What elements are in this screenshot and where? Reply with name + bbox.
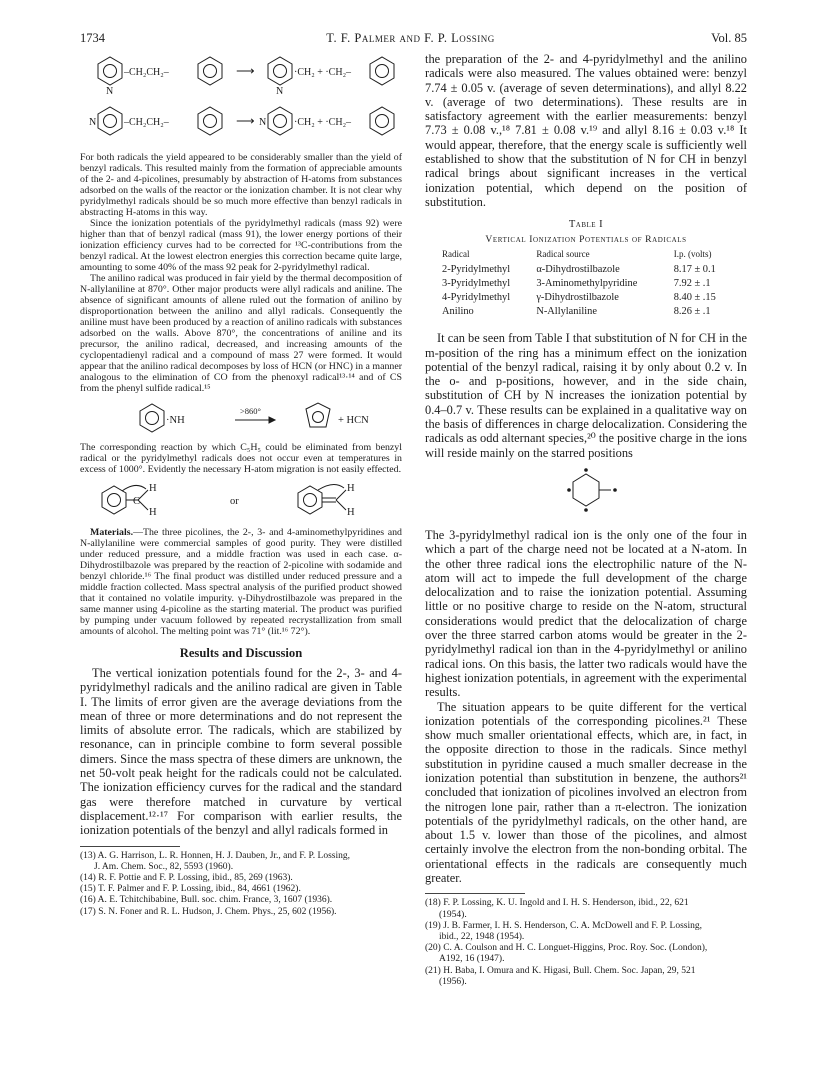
footnotes-left — [80, 851, 402, 918]
materials-heading: Materials. — [90, 527, 134, 538]
footnote: (13) A. G. Harrison, L. R. Honnen, H. J. Dauben, Jr., and F. P. Lossing, — [80, 850, 350, 861]
paragraph: The anilino radical was produced in fair yield by the thermal decomposition of N-allylaniline at 870°. Other major products were allyl radicals and aniline. The absence of significant amounts of allene ruled out the formation of anilino by disproportionation between the anilino and allyl radicals. Consequently the aniline must have been produced by a reaction of anilino radicals with substances adsorbed on the walls. Above 870°, the concentrations of aniline and its precursor, the anilino radical, decreased, and increasing amounts of the cyclopentadienyl radical and a compound of mass 27 were formed. It would appear that the anilino radical decomposes by loss of HCN (or HNC) in a manner analogous to the elimination of CO from the phenoxyl radical¹³·¹⁴ and of CS from the phenyl sulfide radical.¹⁵ — [80, 273, 402, 394]
table-cell: N-Allylaniline — [536, 305, 597, 317]
paragraph: It can be seen from Table I that substitution of N for CH in the m-position of the ring has a minimum effect on the ionization potential of the benzyl radical, raising it by only about 0.2 v. In the o- and p-positions, however, and in the side chain, substitution of CH by N increases the ionization potential by 0.4–0.7 v. These results can be explained in a qualitative way on the basis of differences in charge delocalization. Considering the radicals as odd alternant species,²⁰ the positive charge in the ions will reside mainly on the starred positions — [425, 331, 747, 460]
table-cell: Anilino — [442, 305, 474, 317]
starred-positions-structure — [425, 464, 747, 524]
materials-paragraph — [80, 527, 402, 637]
scheme-reactant-chain: –CH₂CH₂– — [124, 117, 169, 128]
scheme-n-atom: N — [89, 117, 97, 128]
or-label: or — [230, 496, 239, 507]
left-column — [80, 52, 402, 918]
paragraph: The corresponding reaction by which C₅H₅ could be eliminated from benzyl radical or the pyridylmethyl radicals does not occur even at temperatures in excess of 1000°. Evidently the necessary H-atom migration is not easily effected. — [80, 442, 402, 475]
column-header: Radical — [442, 249, 470, 260]
paragraph: the preparation of the 2- and 4-pyridylmethyl and the anilino radicals were also measured. The values obtained were: benzyl 7.74 ± 0.05 v. (average of seven determinations), and allyl 8.22 v. (average of two determinations). These results are in satisfactory agreement with the earlier measurements: benzyl 7.73 ± 0.08 v.,¹⁸ 7.81 ± 0.08 v.¹⁹ and allyl 8.16 ± 0.03 v.¹⁸ It would appear, therefore, that the energy scale is sufficiently well established to show that the substitution of N for CH in benzyl radical brings about significant increases in the vertical ionization potential, which depend on the position of substitution. — [425, 52, 747, 209]
footnote: (1954). — [439, 909, 467, 920]
atom-h: H — [347, 483, 355, 494]
paragraph: The situation appears to be quite different for the vertical ionization potentials of the corresponding picolines.²¹ These show much smaller orientational effects, which are, in fact, in the opposite direction to those in the radicals. Since methyl substitution in pyridine caused a much smaller decrease in the ionization potential than substitution in benzene, the authors²¹ concluded that ionization of picolines involved an electron from the nitrogen lone pair, rather than a π-electron. The ionization potentials of the pyridylmethyl radicals, on the other hand, are about 1.5 v. lower than those of the picolines, and almost certainly involve the electron from the non-bonding orbital. The orientational effects in the radicals are consequently much greater. — [425, 699, 747, 886]
table-cell: 3-Pyridylmethyl — [442, 277, 511, 289]
footnote: A192, 16 (1947). — [439, 954, 505, 965]
footnotes-right — [425, 898, 747, 988]
table-cell: γ-Dihydrostilbazole — [536, 291, 619, 303]
table-cell: 8.26 ± .1 — [673, 305, 711, 317]
paragraph: For both radicals the yield appeared to be considerably smaller than the yield of benzyl radicals. This resulted mainly from the formation of appreciable amounts of the 2- and 4-picolines, presumably by abstraction of H-atoms from substances adsorbed on the walls of the reactor or the ionization chamber. It is not clear why pyridylmethyl radicals should be so much more effective than benzyl radicals in abstracting H-atoms in this way. — [80, 152, 402, 218]
paragraph: The vertical ionization potentials found for the 2-, 3- and 4-pyridylmethyl radicals and the anilino radical are given in Table I. The limits of error given are the average deviations from the mean of three or more determinations and do not represent the limits of absolute error. The radicals, which are stabilized by resonance, can in principle combine to form several possible dimers. Since the mass spectra of these dimers are unknown, the net 50-volt peak height for the radicals could not be calculated. The ionization efficiency curves for the radical and the standard gas were therefore matched in curvature by vertical displacement.¹²·¹⁷ For comparison with earlier results, the ionization potentials of the benzyl and allyl radicals formed in — [80, 666, 402, 838]
footnote: (19) J. B. Farmer, I. H. S. Henderson, C. A. McDowell and F. P. Lossing, — [425, 920, 702, 931]
footnote-rule — [80, 846, 180, 847]
footnote: (17) S. N. Foner and R. L. Hudson, J. Chem. Phys., 25, 602 (1956). — [80, 906, 337, 917]
scheme-reactant-chain: –CH₂CH₂– — [124, 67, 169, 78]
section-heading: Results and Discussion — [179, 646, 303, 660]
volume-label: Vol. 85 — [711, 31, 747, 45]
materials-text: —The three picolines, the 2-, 3- and 4-aminomethylpyridines and N-allylaniline were commercial samples of good purity. They were distilled under reduced pressure, and a middle fraction was used in each case. α-Dihydrostilbazole was prepared by the reaction of 2-picoline with sodamide and benzyl chloride.¹⁶ The final product was distilled under reduced pressure and a middle fraction collected. Mass spectral analysis of the purified product showed that it contained no volatile impurity. γ-Dihydrostilbazole was prepared in the same manner using 4-picoline as the starting material. The product was purified by pumping under vacuum followed by repeated recrystallization from small amounts of alcohol. The melting point was 71° (lit.¹⁶ 72°). — [80, 527, 402, 637]
table-cell: 3-Aminomethylpyridine — [536, 277, 638, 289]
nh-group: ·NH — [166, 415, 185, 426]
table-title: Table I — [568, 219, 604, 231]
footnote: (18) F. P. Lossing, K. U. Ingold and I. H. S. Henderson, ibid., 22, 621 — [425, 898, 689, 909]
ionization-potentials-table — [440, 248, 732, 318]
h-migration-scheme — [80, 479, 402, 523]
column-header: I.p. (volts) — [673, 249, 712, 260]
table-row — [440, 290, 732, 304]
reaction-scheme-anilino — [80, 398, 402, 438]
table-cell: 7.92 ± .1 — [673, 277, 711, 289]
table-subtitle: Vertical Ionization Potentials of Radicals — [485, 234, 687, 246]
table-row — [440, 304, 732, 318]
footnote: (21) H. Baba, I. Omura and K. Higasi, Bull. Chem. Soc. Japan, 29, 521 — [425, 965, 696, 976]
scheme-n-atom: N — [106, 86, 114, 97]
column-header: Radical source — [536, 249, 590, 260]
footnote: (20) C. A. Coulson and H. C. Longuet-Higgins, Proc. Roy. Soc. (London), — [425, 943, 708, 954]
footnote: (14) R. F. Pottie and F. P. Lossing, ibid., 85, 269 (1963). — [80, 872, 293, 883]
reaction-scheme-pyridylmethyl — [80, 52, 402, 152]
table-cell: α-Dihydrostilbazole — [536, 263, 620, 275]
footnote: J. Am. Chem. Soc., 82, 5593 (1960). — [94, 861, 234, 872]
reaction-condition: >860° — [240, 406, 261, 416]
table-cell: 4-Pyridylmethyl — [442, 291, 511, 303]
table-row — [440, 262, 732, 276]
paragraph: Since the ionization potentials of the pyridylmethyl radicals (mass 92) were higher than that of benzyl radical (mass 91), the lower energy portions of their ionization efficiency curves had to be corrected for ¹³C-contributions from the benzyl radical. At the lowest electron energies this correction became quite large, amounting to some 40% of the mass 92 peak for 2-pyridylmethyl radical. — [80, 218, 402, 273]
reaction-arrow: ⟶ — [236, 113, 255, 128]
table-cell: 8.17 ± 0.1 — [673, 263, 716, 275]
reaction-arrow: ⟶ — [236, 63, 255, 78]
atom-c: C — [133, 496, 141, 507]
scheme-products: ·CH₂ + ·CH₂– — [294, 67, 352, 78]
paragraph: The 3-pyridylmethyl radical ion is the only one of the four in which a part of the charge need not be located at a N-atom. In the other three radical ions the electrophilic nature of the N-atom will act to impede the full development of the charge delocalization and to raise the ionization potential. Assuming little or no positive charge to reside on the N-atom, structural considerations would predict that the delocalization of charge over the three starred carbon atoms would be greater in the 2-pyridylmethyl radical ion than in the 4-pyridylmethyl or anilino radical ions. On this basis, the latter two radicals would have the highest ionization potentials, in agreement with the experimental results. — [425, 527, 747, 700]
footnote: (16) A. E. Tchitchibabine, Bull. soc. chim. France, 3, 1607 (1936). — [80, 895, 333, 906]
right-column — [425, 52, 747, 988]
footnote: ibid., 22, 1948 (1954). — [439, 931, 525, 942]
scheme-products: ·CH₂ + ·CH₂– — [294, 117, 352, 128]
scheme-n-atom: N — [259, 117, 267, 128]
footnote: (1956). — [439, 976, 467, 987]
running-header-authors: T. F. Palmer and F. P. Lossing — [326, 31, 495, 45]
scheme-n-atom: N — [276, 86, 284, 97]
table-cell: 2-Pyridylmethyl — [442, 263, 511, 275]
atom-h: H — [347, 507, 355, 518]
scheme-products: + HCN — [338, 415, 369, 426]
footnote: (15) T. F. Palmer and F. P. Lossing, ibid., 84, 4661 (1962). — [80, 884, 301, 895]
table-cell: 8.40 ± .15 — [673, 291, 716, 303]
table-row — [440, 276, 732, 290]
page-number: 1734 — [80, 31, 105, 45]
footnote-rule — [425, 893, 525, 894]
table-header-row — [440, 248, 732, 262]
atom-h: H — [149, 483, 157, 494]
atom-h: H — [149, 507, 157, 518]
